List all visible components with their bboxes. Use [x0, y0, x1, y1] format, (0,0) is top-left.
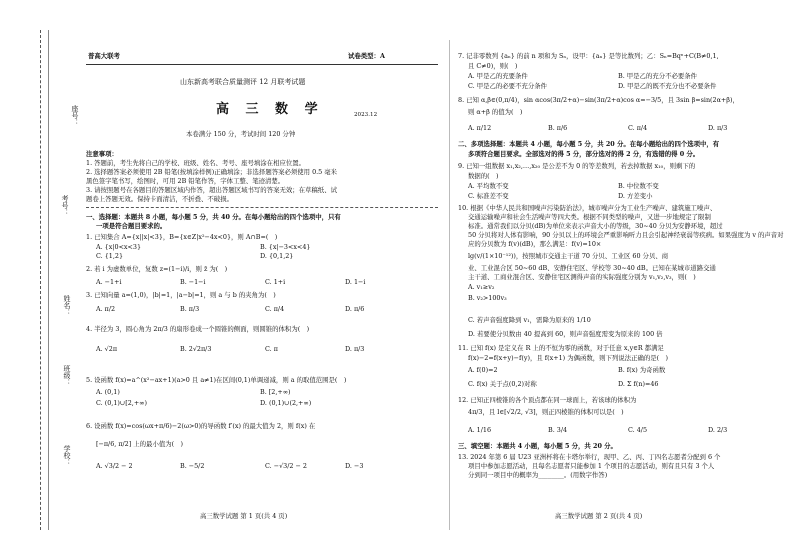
question-6-a: 6. 设函数 f(x)=cos(ωx+π/6)−2(ω>0)的导函数 f′(x) 的最大值为 2，则 f(x) 在 — [86, 422, 316, 430]
question-3: 3. 已知向量 a=(1,0)，|b|=1，|a−b|=1，则 a 与 b 的夹角为( ) — [86, 291, 276, 299]
binder-name: 姓名： — [63, 295, 71, 316]
q9-option-a: A. 平均数不变 — [468, 182, 509, 190]
q1-option-b: B. {x|−3<x<4} — [260, 243, 311, 251]
q11-option-a: A. f(0)=2 — [468, 366, 498, 374]
q8-option-c: C. π/4 — [628, 124, 648, 132]
paper-type: 试卷类型：A — [348, 52, 385, 60]
q4-option-b: B. 2√2π/3 — [180, 345, 212, 353]
question-10-g: 主干道、工商业混合区、安静住宅区测得声音的实际强度分别为 v₁,v₂,v₃，则( ) — [468, 273, 696, 281]
exam-info: 本卷满分 150 分，考试时间 120 分钟 — [186, 130, 296, 138]
q1-option-d: D. {0,1,2} — [260, 252, 294, 260]
q8-option-b: B. π/6 — [548, 124, 568, 132]
q10-option-c: C. 若声音强度降到 v₁，需降为原来的 1/10 — [468, 316, 591, 324]
question-6-b: [−π/6, π/2] 上的最小值为( ) — [96, 440, 183, 448]
question-13-a: 13. 2024 年第 6 届 U23 亚洲杯将在卡塔尔举行，现甲、乙、丙、丁四名志愿者分配到 6 个 — [458, 453, 721, 461]
q4-option-d: D. π/3 — [345, 345, 365, 353]
q3-option-d: D. π/6 — [345, 305, 365, 313]
binder-school: 学校： — [63, 445, 71, 466]
q1-option-a: A. {x|0<x<3} — [96, 243, 142, 251]
q3-option-c: C. π/4 — [265, 305, 285, 313]
question-13-c: 分到同一项目中的概率为________。(用数字作答) — [468, 471, 608, 479]
q2-option-b: B. −1−i — [180, 278, 206, 286]
question-10-c: 标准。通常我们以分贝(dB)为单位来表示声音大小的等级，30~40 分贝为安静环境，超过 — [468, 222, 723, 230]
q11-option-c: C. f(x) 关于点(0,2)对称 — [468, 380, 537, 388]
note-3b: 题卷上答题无效。保持卡面清洁，不折叠、不破损。 — [86, 195, 233, 203]
note-3a: 3. 请按照题号在各题目的答题区域内作答，超出答题区域书写的答案无效；在草稿纸、试 — [86, 186, 337, 194]
binder-exam-no: 考号： — [61, 195, 69, 216]
binder-solid-line — [48, 30, 49, 530]
q4-option-c: C. π — [265, 345, 278, 353]
q6-option-d: D. −3 — [345, 462, 364, 470]
section-1-line-a: 一、选择题：本题共 8 小题，每小题 5 分，共 40 分。在每小题给出的四个选项中，只有 — [86, 213, 341, 221]
question-9-a: 9. 已知一组数据 x₁,x₂,…,x₂₀ 是公差不为 0 的等差数列，若去掉数据 x₁₀，则剩下的 — [458, 162, 696, 170]
question-10-a: 10. 根据《中华人民共和国噪声污染防治法》，城市噪声分为工业生产噪声、建筑施工噪声、 — [458, 204, 717, 212]
q5-option-a: A. (0,1) — [96, 388, 120, 396]
q2-option-c: C. 1+i — [265, 278, 286, 286]
binder-class: 班级： — [63, 365, 71, 386]
exam-date: 2023.12 — [354, 112, 378, 118]
q6-option-a: A. √3/2 − 2 — [96, 462, 133, 470]
question-11-b: f(x)−2=f(x+y)−f(y)，且 f(x+1) 为偶函数，则下列说法正确的是( ) — [468, 354, 669, 362]
page-divider — [449, 40, 450, 530]
question-7-b: 且 C≠0)，则( ) — [468, 62, 518, 70]
q5-option-b: B. [2,+∞) — [260, 388, 291, 396]
question-11-a: 11. 已知 f(x) 是定义在 R 上的不恒为零的函数，对于任意 x,y∈R 都满足 — [458, 344, 664, 352]
section-2-line-a: 二、多项选择题：本题共 4 小题，每小题 5 分，共 20 分。在每小题给出的四个选项中，有 — [458, 140, 720, 148]
section-1-line-b: 一项是符合题目要求的。 — [96, 222, 167, 230]
note-1: 1. 答题前，考生先将自己的学校、班级、姓名、考号、座号填涂在相应位置。 — [86, 159, 306, 167]
question-1: 1. 已知集合 A={x||x|<3}，B={x∈Z|x²−4x<0}，则 A∩B=( ) — [86, 233, 278, 241]
q7-option-b: B. 甲是乙的充分不必要条件 — [618, 72, 698, 80]
q8-option-a: A. π/12 — [468, 124, 492, 132]
q3-option-b: B. π/3 — [180, 305, 200, 313]
question-10-b: 交通运输噪声和社会生活噪声等四大类。根据不同类型的噪声，又进一步地规定了限制 — [468, 213, 711, 221]
exam-subtitle: 山东新高考联合质量测评 12 月联考试题 — [180, 78, 306, 86]
note-2a: 2. 选择题答案必须使用 2B 铅笔(按填涂样例)正确填涂；非选择题答案必须使用 0.5 毫米 — [86, 168, 338, 176]
q4-option-a: A. √2π — [96, 345, 118, 353]
q9-option-c: C. 标准差不变 — [468, 192, 509, 200]
q12-option-c: C. 4/5 — [628, 426, 648, 434]
question-9-b: 数据的( ) — [468, 172, 499, 180]
q2-option-d: D. 1−i — [345, 278, 366, 286]
q7-option-a: A. 甲是乙的充要条件 — [468, 72, 528, 80]
question-4: 4. 半径为 3，圆心角为 2π/3 的扇形卷成一个圆锥的侧面，则圆锥的体积为( ) — [86, 325, 310, 333]
q6-option-c: C. −√3/2 − 2 — [265, 462, 307, 470]
q12-option-d: D. 2/3 — [708, 426, 728, 434]
q7-option-d: D. 甲是乙的既不充分也不必要条件 — [618, 82, 717, 90]
q1-option-c: C. {1,2} — [96, 252, 124, 260]
q6-option-b: B. −5/2 — [180, 462, 205, 470]
question-13-b: 项目中参加志愿活动，且每名志愿者只能参加 1 个项目的志愿活动，则有且只有 3 个人 — [468, 462, 715, 470]
binder-dashed-line — [40, 30, 41, 530]
q12-option-a: A. 1/16 — [468, 426, 492, 434]
question-10-e: lg(v/(1×10⁻¹²))，按照城市交通主干道 70 分贝、工业区 60 分贝、商 — [468, 252, 669, 260]
q7-option-c: C. 甲是乙的必要不充分条件 — [468, 82, 548, 90]
left-page-footer: 高三数学试题 第 1 页(共 4 页) — [200, 512, 288, 520]
question-7-a: 7. 记非零数列 {aₙ} 的前 n 项和为 Sₙ，设甲：{aₙ} 是等比数列；乙：Sₙ=Bqⁿ+C(B≠0,1, — [458, 52, 719, 60]
header-rule — [86, 64, 438, 65]
question-12-a: 12. 已知正四棱锥的各个顶点都在同一球面上，若该球的体积为 — [458, 396, 637, 404]
notes-rule — [86, 207, 438, 208]
q2-option-a: A. −1+i — [96, 278, 122, 286]
question-2: 2. 若 i 为虚数单位，复数 z=(1−i)/i，则 z̄ 为( ) — [86, 265, 228, 273]
q10-option-b: B. v₂>100v₃ — [468, 294, 507, 302]
question-8-a: 8. 已知 α,β∈(0,π/4)，sin αcos(3π/2+α)−sin(3π/2+α)cos α=−3/5，且 3sin β=sin(2α+β)， — [458, 96, 739, 104]
question-8-b: 则 α+β 的值为( ) — [468, 108, 523, 116]
q12-option-b: B. 3/4 — [548, 426, 568, 434]
q5-option-d: D. (0,1)∪(2,+∞) — [260, 399, 312, 407]
q11-option-d: D. Σ f(n)=46 — [618, 380, 659, 388]
right-page-footer: 高三数学试题 第 2 页(共 4 页) — [555, 512, 643, 520]
q8-option-d: D. π/3 — [708, 124, 728, 132]
note-2b: 黑色签字笔书写，绘图时，可用 2B 铅笔作答，字体工整、笔迹清楚。 — [86, 177, 285, 185]
question-10-d: 50 分贝将对人体有影响，90 分贝以上的环境会严重影响听力且会引起神经衰弱等疾病。如果强度为 v 的声音对应的分贝数为 f(v)(dB)，那么满足：f(v)=10× — [468, 231, 784, 248]
q10-option-d: D. 若要使分贝数由 40 提高到 60，则声音强度需变为原来的 100 倍 — [468, 330, 663, 338]
section-2-line-b: 多项符合题目要求。全部选对的得 5 分，部分选对的得 2 分，有选错的得 0 分。 — [468, 150, 700, 158]
org-label: 普高大联考 — [88, 52, 120, 60]
q9-option-b: B. 中位数不变 — [618, 182, 659, 190]
question-5: 5. 设函数 f(x)=a^(x²−ax+1)(a>0 且 a≠1)在区间(0,1)单调递减，则 a 的取值范围是( ) — [86, 376, 347, 384]
q11-option-b: B. f(x) 为奇函数 — [618, 366, 666, 374]
q9-option-d: D. 方差变小 — [618, 192, 653, 200]
q5-option-c: C. (0,1)∪[2,+∞) — [96, 399, 147, 407]
q10-option-a: A. v₁≥v₂ — [468, 283, 495, 291]
question-10-f: 业、工业混合区 50~60 dB、安静住宅区、学校等 30~40 dB。已知在某城市道路交通 — [468, 264, 716, 272]
binder-seat: 座号： — [71, 105, 79, 126]
exam-title: 高 三 数 学 — [216, 102, 324, 117]
notes-heading: 注意事项： — [86, 150, 118, 158]
section-3: 三、填空题：本题共 4 小题，每小题 5 分，共 20 分。 — [458, 442, 617, 450]
question-12-b: 4π/3，且 l∈[√2/2, √3]，则正四棱锥的体积可以是( ) — [468, 408, 624, 416]
q3-option-a: A. π/2 — [96, 305, 116, 313]
